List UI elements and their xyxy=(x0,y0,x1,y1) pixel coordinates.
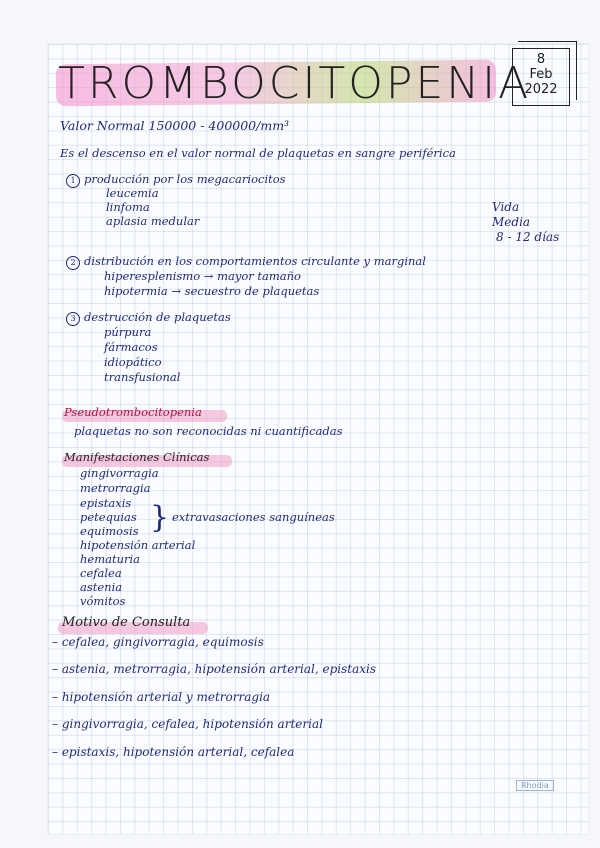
brand-stamp: Rhodia xyxy=(516,780,554,791)
causa-1-number: 1 xyxy=(66,174,80,188)
brace-note: extravasaciones sanguíneas xyxy=(172,510,335,524)
notebook-page xyxy=(48,44,588,834)
motivo-item-text: hipotensión arterial y metrorragia xyxy=(61,690,271,704)
causa-3-label: destrucción de plaquetas xyxy=(84,310,231,324)
manifestacion-item: cefalea xyxy=(80,566,122,580)
manifestacion-item: epistaxis xyxy=(80,496,132,510)
causa-3-item: idiopático xyxy=(104,355,162,369)
motivo-item: – gingivorragia, cefalea, hipotensión arterial xyxy=(52,717,323,731)
motivo-item-text: epistaxis, hipotensión arterial, cefalea xyxy=(61,745,295,759)
date-box xyxy=(512,48,570,106)
causa-3-item: fármacos xyxy=(104,340,158,354)
motivo-item: – astenia, metrorragia, hipotensión arterial, epistaxis xyxy=(52,662,377,676)
manifestaciones-heading: Manifestaciones Clínicas xyxy=(64,450,210,464)
motivo-item: – cefalea, gingivorragia, equimosis xyxy=(52,635,264,649)
page-title: TROMBOCITOPENIA xyxy=(58,58,532,109)
date-month: Feb xyxy=(529,67,553,82)
motivo-item: – epistaxis, hipotensión arterial, cefalea xyxy=(52,745,295,759)
manifestacion-item: vómitos xyxy=(80,594,126,608)
motivo-item-text: gingivorragia, cefalea, hipotensión arterial xyxy=(61,717,323,731)
causa-2-heading xyxy=(66,254,426,270)
manifestacion-item: metrorragia xyxy=(80,481,151,495)
manifestacion-item: astenia xyxy=(80,580,123,594)
motivo-item: – hipotensión arterial y metrorragia xyxy=(52,690,271,704)
pseudo-heading: Pseudotrombocitopenia xyxy=(64,405,202,419)
pseudo-text: plaquetas no son reconocidas ni cuantificadas xyxy=(74,424,343,438)
causa-3-item: transfusional xyxy=(104,370,181,384)
manifestacion-item: gingivorragia xyxy=(80,466,159,480)
causa-1-item: aplasia medular xyxy=(106,214,200,228)
causa-1-item: leucemia xyxy=(106,186,159,200)
vida-media-line3: 8 - 12 días xyxy=(496,230,560,244)
manifestacion-item: equimosis xyxy=(80,524,139,538)
causa-2-item: hiperesplenismo → mayor tamaño xyxy=(104,269,301,283)
manifestacion-item: petequias xyxy=(80,510,137,524)
date-year: 2022 xyxy=(524,82,558,97)
causa-2-number: 2 xyxy=(66,256,80,270)
motivo-item-text: cefalea, gingivorragia, equimosis xyxy=(61,635,264,649)
motivo-heading: Motivo de Consulta xyxy=(62,615,191,630)
definicion: Es el descenso en el valor normal de plaquetas en sangre periférica xyxy=(60,146,456,160)
causa-3-heading xyxy=(66,310,231,326)
manifestacion-item: hematuria xyxy=(80,552,141,566)
valor-normal: Valor Normal 150000 - 400000/mm³ xyxy=(60,118,290,133)
date-day: 8 xyxy=(536,52,546,67)
causa-3-item: púrpura xyxy=(104,325,152,339)
motivo-item-text: astenia, metrorragia, hipotensión arterial, epistaxis xyxy=(61,662,377,676)
brace: } xyxy=(150,500,170,535)
causa-3-number: 3 xyxy=(66,312,80,326)
vida-media-line2: Media xyxy=(492,215,531,229)
vida-media-line1: Vida xyxy=(492,200,520,214)
manifestacion-item: hipotensión arterial xyxy=(80,538,196,552)
causa-1-item: linfoma xyxy=(106,200,150,214)
causa-1-label: producción por los megacariocitos xyxy=(84,172,286,186)
causa-2-label: distribución en los comportamientos circulante y marginal xyxy=(84,254,426,268)
causa-1-heading xyxy=(66,172,286,188)
causa-2-item: hipotermia → secuestro de plaquetas xyxy=(104,284,320,298)
